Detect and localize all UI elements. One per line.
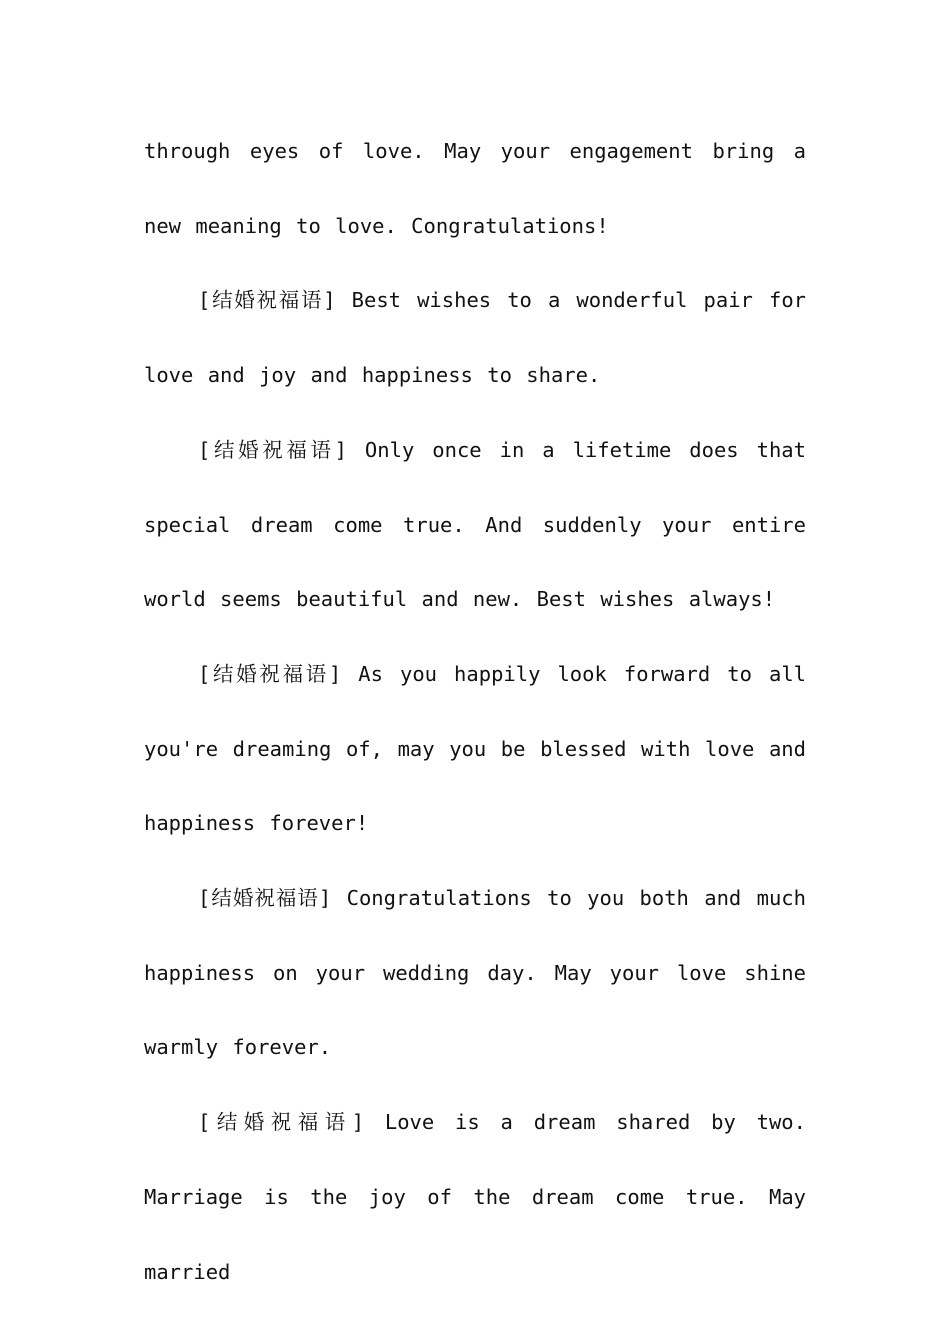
paragraph: [结婚祝福语] Love is a dream shared by two. Marriage is the joy of the dream come true. May married [144,1110,806,1284]
paragraph: [结婚祝福语] As you happily look forward to all you're dreaming of, may you be blessed with love and happiness forever! [144,661,806,836]
paragraph: through eyes of love. May your engagement bring a new meaning to love. Congratulations! [144,139,806,238]
paragraph: [结婚祝福语] Best wishes to a wonderful pair for love and joy and happiness to share. [144,288,806,388]
paragraph: [结婚祝福语] Only once in a lifetime does that special dream come true. And suddenly your entire world seems beautiful and new. Best wishes always! [144,437,806,612]
document-body [144,114,806,1309]
paragraph: [结婚祝福语] Congratulations to you both and much happiness on your wedding day. May your love shine warmly forever. [144,886,806,1060]
